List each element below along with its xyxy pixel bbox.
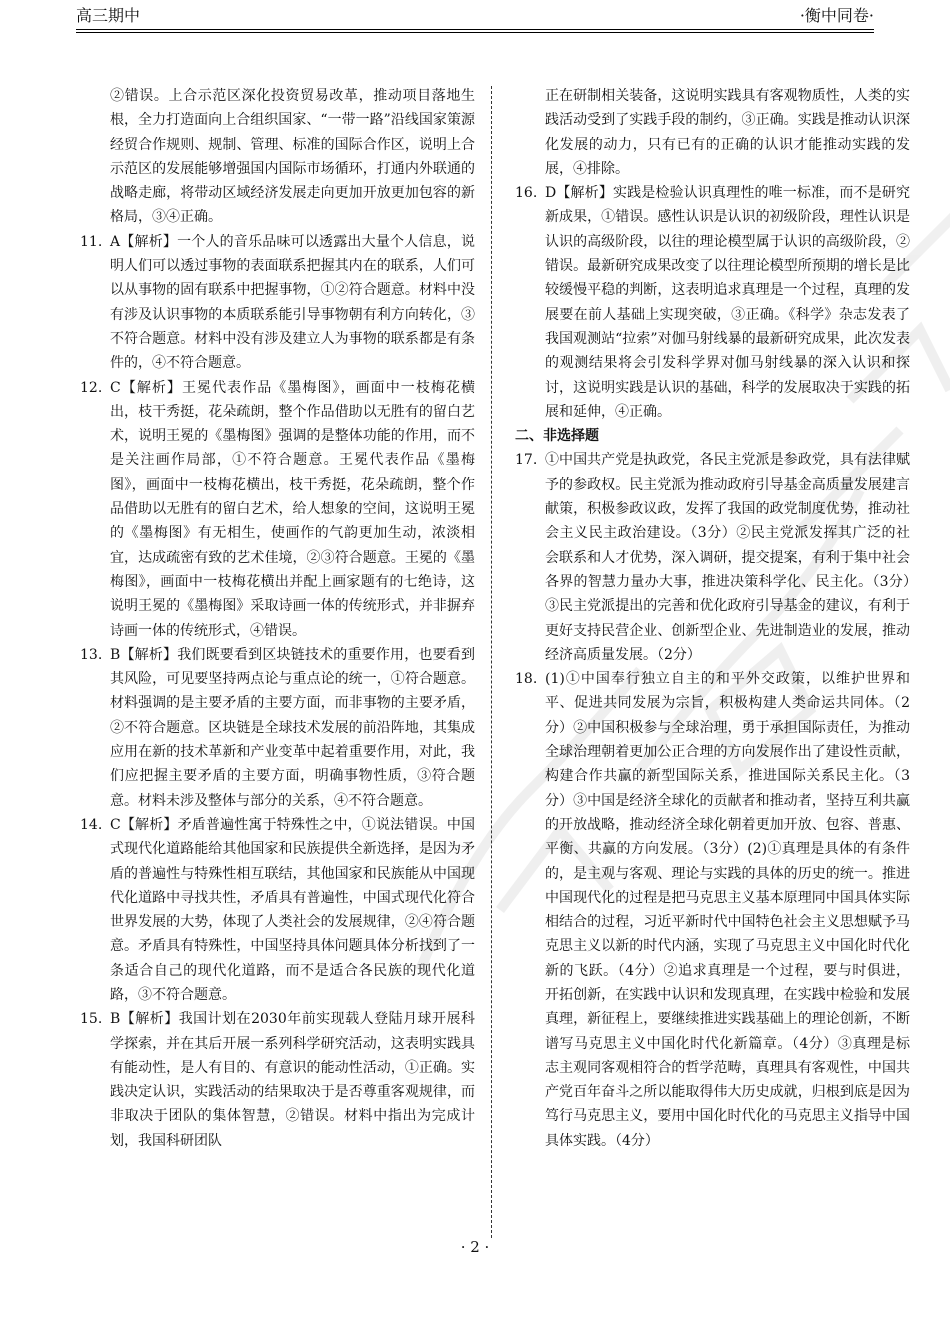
item-text: B【解析】我们既要看到区块链技术的重要作用，也要看到其风险，可见要坚持两点论与重点论的统一，①符合题意。材料强调的是主要矛盾的主要方面，而非事物的主要矛盾，②不符合题意。区块链是全球技术发展的前沿阵地，其集成应用在新的技术革新和产业变革中起着重要作用，对此，我们应把握主要矛盾的主要方面，明确事物性质，③符合题意。材料未涉及整体与部分的关系，④不符合题意。 xyxy=(110,646,475,809)
answer-item-15 xyxy=(80,1007,475,1153)
item-number: 16. xyxy=(515,185,538,202)
item-text: C【解析】王冕代表作品《墨梅图》，画面中一枝梅花横出，枝干秀挺，花朵疏朗，整个作品借助以无胜有的留白艺术，说明王冕的《墨梅图》强调的是整体功能的作用，而不是关注画作局部，①不符合题意。王冕代表作品《墨梅图》，画面中一枝梅花横出，枝干秀挺，花朵疏朗，整个作品借助以无胜有的留白艺术，给人想象的空间，这说明王冕的《墨梅图》有无相生，使画作的气韵更加生动，浓淡相宜，达成疏密有致的艺术佳境，②③符合题意。王冕的《墨梅图》，画面中一枝梅花横出并配上画家题有的七绝诗，这说明王冕的《墨梅图》采取诗画一体的传统形式，并非摒弃诗画一体的传统形式，④错误。 xyxy=(110,379,475,639)
item-number: 15. xyxy=(80,1011,103,1028)
item-text: D【解析】实践是检验认识真理性的唯一标准，而不是研究新成果，①错误。感性认识是认识的初级阶段，理性认识是认识的高级阶段，以往的理论模型属于认识的高级阶段，②错误。最新研究成果改变了以往理论模型所预期的增长是比较缓慢平稳的判断，这表明追求真理是一个过程，真理的发展要在前人基础上实现突破，③正确。《科学》杂志发表了我国观测站“拉索”对伽马射线暴的最新研究成果，此次发表的观测结果将会引发科学界对伽马射线暴的深入认识和探讨，这说明实践是认识的基础，科学的发展取决于实践的拓展和延伸，④正确。 xyxy=(545,185,910,420)
item-number: 13. xyxy=(80,646,103,663)
answer-item-16 xyxy=(515,181,910,424)
header-left-title: 高三期中 xyxy=(76,6,141,25)
header-rule xyxy=(76,32,874,33)
item-number: 14. xyxy=(80,816,103,833)
column-divider xyxy=(491,86,492,1238)
item-number: 17. xyxy=(515,452,538,469)
answer-item-14 xyxy=(80,813,475,1007)
answer-item-18 xyxy=(515,667,910,1153)
page-number: · 2 · xyxy=(460,1238,490,1256)
item-text: B【解析】我国计划在2030年前实现载人登陆月球开展科学探索，并在其后开展一系列科学研究活动，这表明实践具有能动性，是人有目的、有意识的能动性活动，①正确。实践决定认识，实践活动的结果取决于是否尊重客观规律，而非取决于团队的集体智慧，②错误。材料中指出为完成计划，我国科研团队 xyxy=(110,1011,475,1149)
item-text: C【解析】矛盾普遍性寓于特殊性之中，①说法错误。中国式现代化道路能给其他国家和民族提供全新选择，是因为矛盾的普遍性与特殊性相互联结，其他国家和民族能从中国现代化道路中寻找共性，矛盾具有普遍性，中国式现代化符合世界发展的大势，体现了人类社会的发展规律，②④符合题意。矛盾具有特殊性，中国坚持具体问题具体分析找到了一条适合自己的现代化道路，而不是适合各民族的现代化道路，③不符合题意。 xyxy=(110,816,475,1003)
answer-item-17 xyxy=(515,448,910,667)
right-column xyxy=(515,84,910,1153)
item-number: 18. xyxy=(515,671,538,688)
item-text: (1)①中国奉行独立自主的和平外交政策，以维护世界和平、促进共同发展为宗旨，积极构建人类命运共同体。（2分）②中国积极参与全球治理，勇于承担国际责任，为推动全球治理朝着更加公正合理的方向发展作出了建设性贡献，构建合作共赢的新型国际关系，推进国际关系民主化。（3分）③中国是经济全球化的贡献者和推动者，坚持互利共赢的开放战略，推动经济全球化朝着更加开放、包容、普惠、平衡、共赢的方向发展。（3分）(2)①真理是具体的有条件的，是主观与客观、理论与实践的具体的历史的统一。推进中国现代化的过程是把马克思主义基本原理同中国具体实际相结合的过程，习近平新时代中国特色社会主义思想赋予马克思主义以新的时代内涵，实现了马克思主义中国化时代化新的飞跃。（4分）②追求真理是一个过程，要与时俱进，开拓创新，在实践中认识和发现真理，在实践中检验和发展真理，新征程上，要继续推进实践基础上的理论创新，不断谱写马克思主义中国化时代化新篇章。（4分）③真理是标志主观同客观相符合的哲学范畴，真理具有客观性，中国共产党百年奋斗之所以能取得伟大历史成就，归根到底是因为笃行马克思主义，要用中国化时代化的马克思主义指导中国具体实践。（4分） xyxy=(545,671,910,1149)
right-continuation: 正在研制相关装备，这说明实践具有客观物质性，人类的实践活动受到了实践手段的制约，③正确。实践是推动认识深化发展的动力，只有已有的正确的认识才能推动实践的发展，④排除。 xyxy=(545,88,910,177)
item-text: ①中国共产党是执政党，各民主党派是参政党，具有法律赋予的参政权。民主党派为推动政府引导基金高质量发展建言献策，积极参政议政，发挥了我国的政党制度优势，推动社会主义民主政治建设。（3分）②民主党派发挥其广泛的社会联系和人才优势，深入调研，提交提案，有利于集中社会各界的智慧力量办大事，推进决策科学化、民主化。（3分）③民主党派提出的完善和优化政府引导基金的建议，有利于更好支持民营企业、创新型企业、先进制造业的发展，推动经济高质量发展。（2分） xyxy=(545,452,910,663)
answer-item-11 xyxy=(80,230,475,376)
item-text: A【解析】一个人的音乐品味可以透露出大量个人信息，说明人们可以透过事物的表面联系把握其内在的联系，人们可以从事物的固有联系中把握事物，①②符合题意。材料中没有涉及认识事物的本质联系能引导事物朝有利方向转化，③不符合题意。材料中没有涉及建立人为事物的联系都是有条件的，④不符合题意。 xyxy=(110,233,475,372)
answer-item-13 xyxy=(80,643,475,813)
item-number: 11. xyxy=(80,233,103,250)
left-continuation: ②错误。上合示范区深化投资贸易改革，推动项目落地生根，全力打造面向上合组织国家、“一带一路”沿线国家策源经贸合作规则、规制、管理、标准的国际合作区，说明上合示范区的发展能够增强国内国际市场循环，打通内外联通的战略走廊，将带动区域经济发展走向更加开放更加包容的新格局，③④正确。 xyxy=(110,88,475,226)
answer-item-12 xyxy=(80,376,475,643)
page-header xyxy=(76,0,874,30)
left-column xyxy=(80,84,475,1153)
header-right-title: ·衡中同卷· xyxy=(799,6,874,25)
item-number: 12. xyxy=(80,379,103,396)
section-title: 二、非选择题 xyxy=(515,428,599,445)
